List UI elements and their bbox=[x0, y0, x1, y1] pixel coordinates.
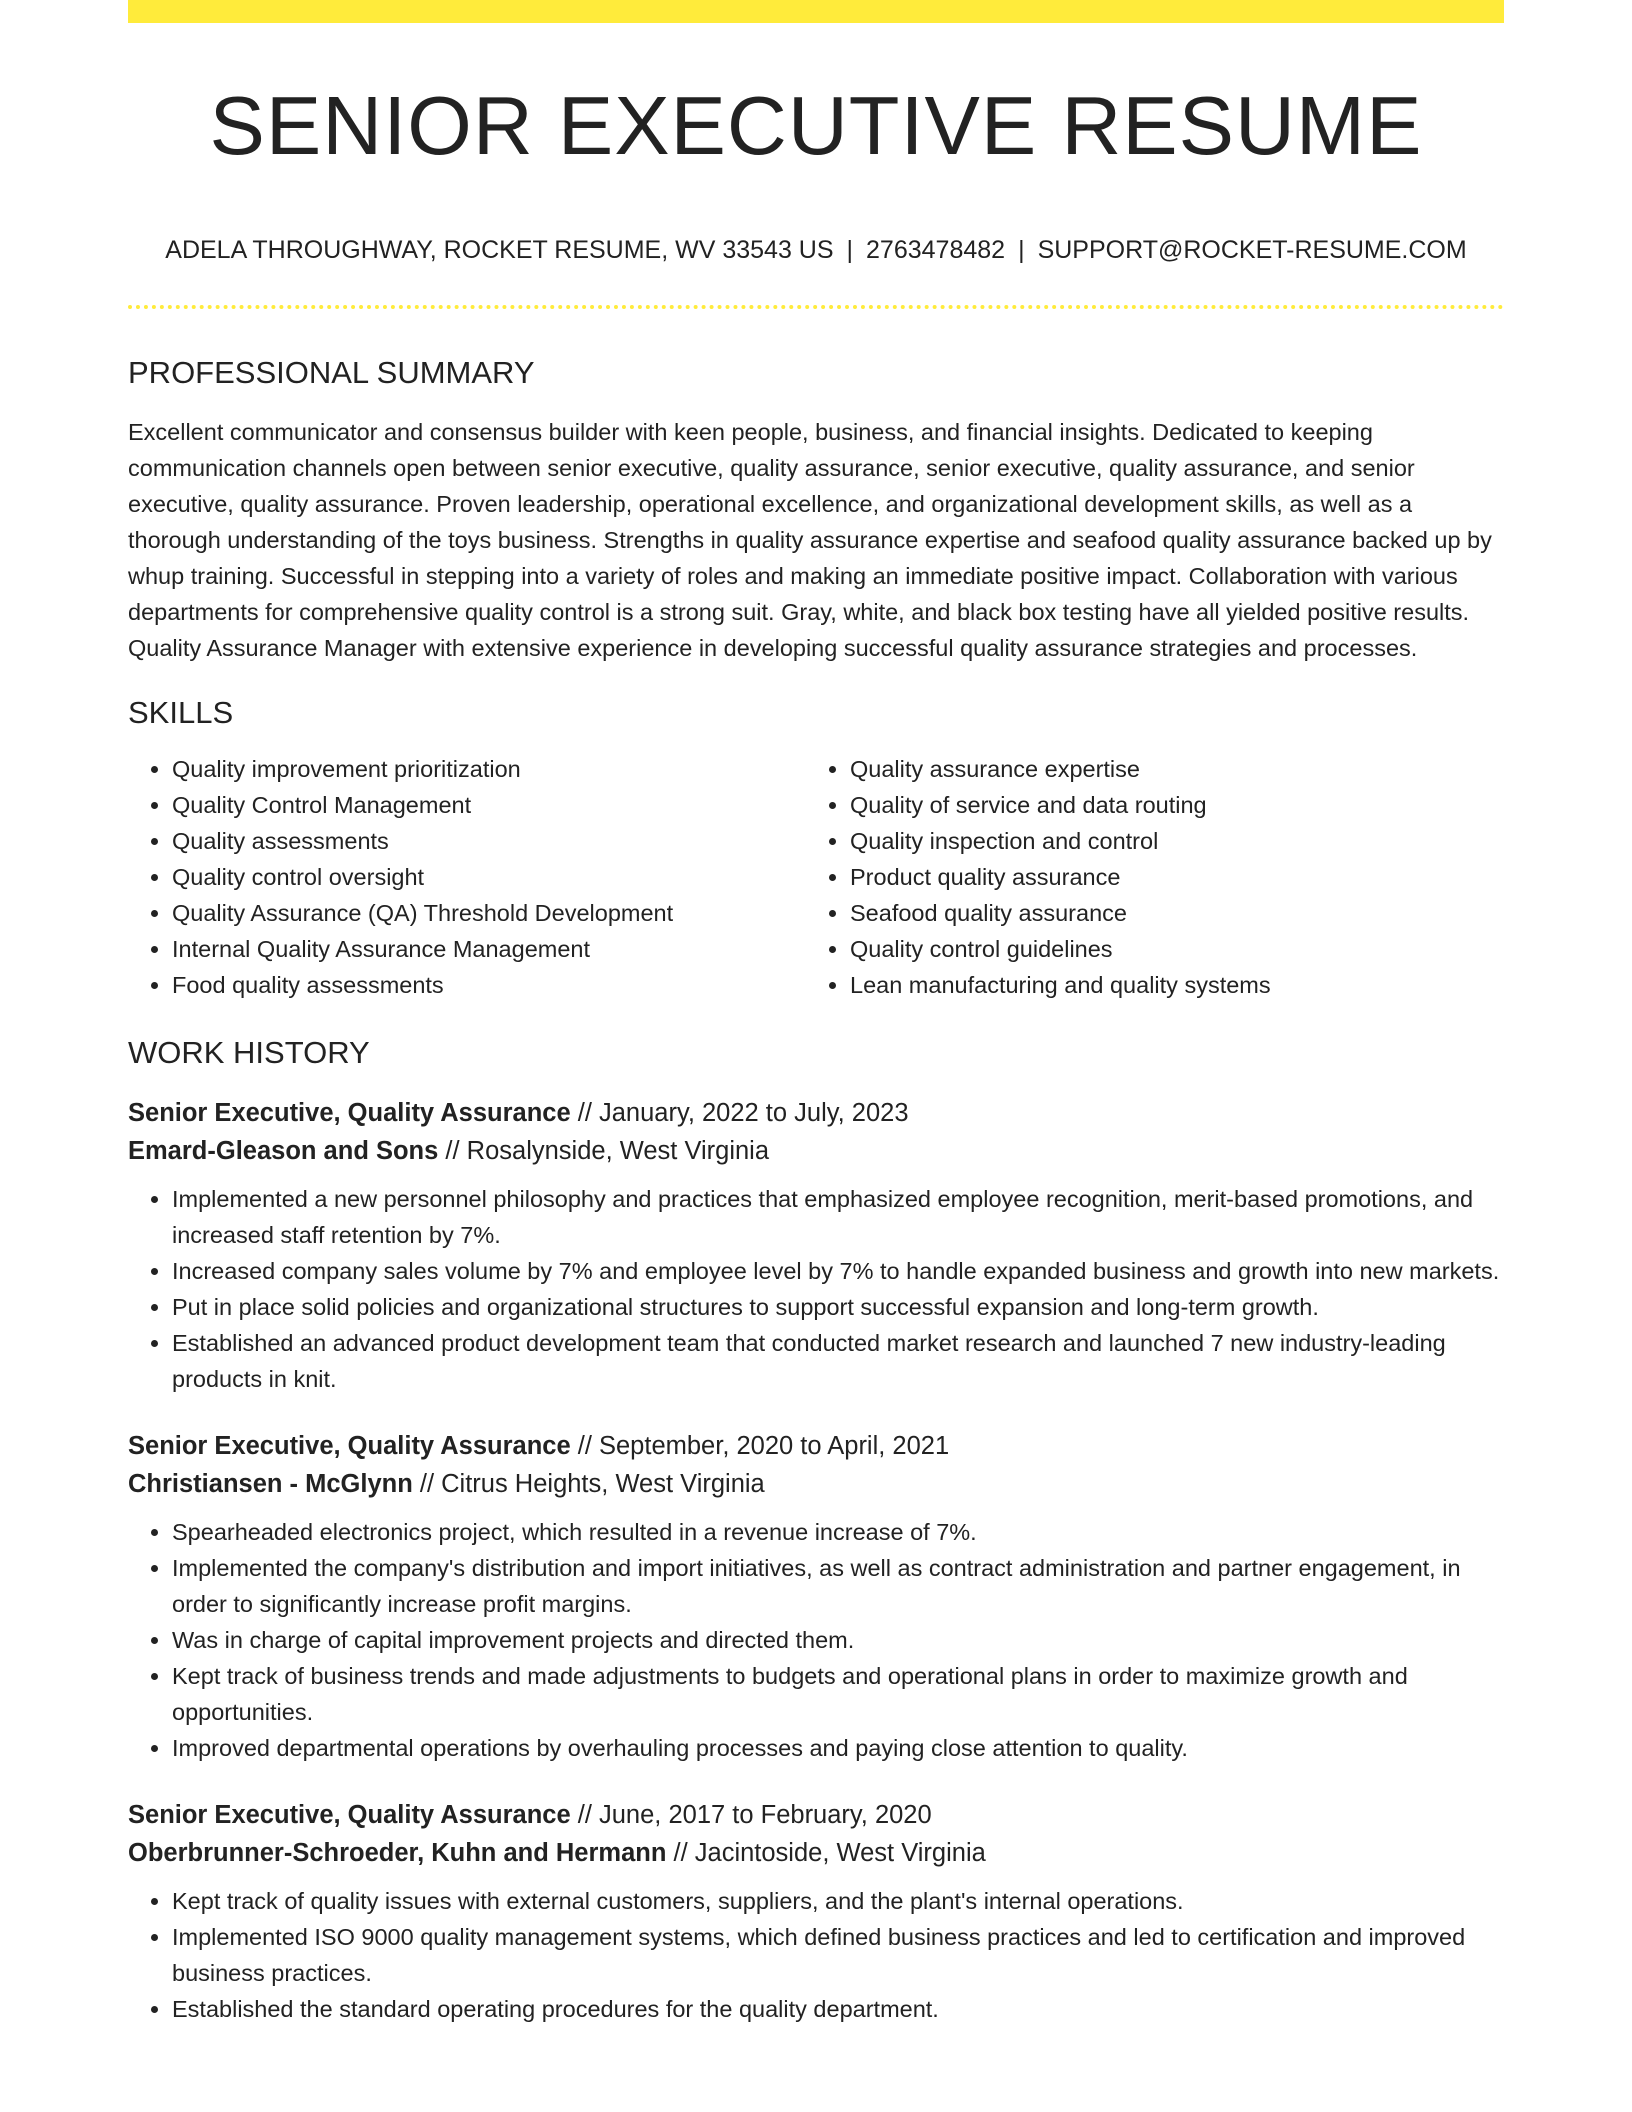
skill-item: • Quality Assurance (QA) Threshold Development bbox=[172, 895, 806, 931]
skills-list bbox=[128, 751, 1504, 1003]
job-title: Senior Executive, Quality Assurance bbox=[128, 1098, 571, 1127]
resume-title: SENIOR EXECUTIVE RESUME bbox=[209, 79, 1423, 172]
accent-top-bar bbox=[128, 0, 1504, 23]
contact-email: SUPPORT@ROCKET-RESUME.COM bbox=[1037, 236, 1467, 264]
skill-item: • Quality Control Management bbox=[172, 787, 806, 823]
job-bullet: • Implemented ISO 9000 quality management systems, which defined business practices and led to certification and improved business practices. bbox=[172, 1919, 1504, 1991]
job-company: Oberbrunner-Schroeder, Kuhn and Hermann bbox=[128, 1838, 667, 1867]
contact-phone: 2763478482 bbox=[866, 236, 1006, 264]
job-bullet: • Put in place solid policies and organizational structures to support successful expansion and long-term growth. bbox=[172, 1289, 1504, 1325]
contact-address: ADELA THROUGHWAY, ROCKET RESUME, WV 33543 US bbox=[165, 236, 834, 264]
contact-line bbox=[128, 235, 1504, 265]
job-entry bbox=[128, 1796, 1504, 2027]
skill-item: • Internal Quality Assurance Management bbox=[172, 931, 806, 967]
job-bullets bbox=[128, 1181, 1504, 1397]
skill-item: • Quality control guidelines bbox=[850, 931, 1484, 967]
job-bullet: • Kept track of quality issues with external customers, suppliers, and the plant's internal operations. bbox=[172, 1883, 1504, 1919]
job-bullet: • Implemented a new personnel philosophy and practices that emphasized employee recognition, merit-based promotions, and increased staff retention by 7%. bbox=[172, 1181, 1504, 1253]
skill-item: • Quality assessments bbox=[172, 823, 806, 859]
job-title-line bbox=[128, 1094, 1504, 1132]
job-title-line bbox=[128, 1796, 1504, 1834]
job-company: Emard-Gleason and Sons bbox=[128, 1136, 439, 1165]
skill-item: • Food quality assessments bbox=[172, 967, 806, 1003]
skills-column-left bbox=[128, 751, 806, 1003]
job-title: Senior Executive, Quality Assurance bbox=[128, 1431, 571, 1460]
skill-item: • Quality of service and data routing bbox=[850, 787, 1484, 823]
job-bullet: • Spearheaded electronics project, which resulted in a revenue increase of 7%. bbox=[172, 1514, 1504, 1550]
job-bullet: • Was in charge of capital improvement projects and directed them. bbox=[172, 1622, 1504, 1658]
job-dates: // June, 2017 to February, 2020 bbox=[570, 1800, 932, 1829]
job-entry bbox=[128, 1427, 1504, 1766]
job-bullet: • Improved departmental operations by overhauling processes and paying close attention to quality. bbox=[172, 1730, 1504, 1766]
skills-heading: SKILLS bbox=[128, 695, 234, 731]
dotted-divider bbox=[128, 305, 1504, 309]
job-location: // Rosalynside, West Virginia bbox=[438, 1136, 770, 1165]
skill-item: • Quality control oversight bbox=[172, 859, 806, 895]
job-company: Christiansen - McGlynn bbox=[128, 1469, 413, 1498]
summary-heading: PROFESSIONAL SUMMARY bbox=[128, 355, 535, 390]
job-bullets bbox=[128, 1883, 1504, 2027]
job-bullet: • Increased company sales volume by 7% and employee level by 7% to handle expanded business and growth into new markets. bbox=[172, 1253, 1504, 1289]
job-company-line bbox=[128, 1132, 1504, 1170]
skill-item: • Seafood quality assurance bbox=[850, 895, 1484, 931]
job-company-line bbox=[128, 1465, 1504, 1503]
summary-text: Excellent communicator and consensus builder with keen people, business, and financial insights. Dedicated to keeping communication channels open between senior executive, quality assurance, senior executive, quality assurance, and senior executive, quality assurance. Proven leadership, operational excellence, and organizational development skills, as well as a thorough understanding of the toys business. Strengths in quality assurance expertise and seafood quality assurance backed up by whup training. Successful in stepping into a variety of roles and making an immediate positive impact. Collaboration with various departments for comprehensive quality control is a strong suit. Gray, white, and black box testing have all yielded positive results. Quality Assurance Manager with extensive experience in developing successful quality assurance strategies and processes. bbox=[128, 419, 1492, 662]
job-bullet: • Kept track of business trends and made adjustments to budgets and operational plans in order to maximize growth and opportunities. bbox=[172, 1658, 1504, 1730]
job-bullet: • Established an advanced product development team that conducted market research and launched 7 new industry-leading products in knit. bbox=[172, 1325, 1504, 1397]
skill-item: • Quality assurance expertise bbox=[850, 751, 1484, 787]
job-company-line bbox=[128, 1834, 1504, 1872]
skills-column-right bbox=[806, 751, 1484, 1003]
contact-separator: | bbox=[1018, 236, 1025, 264]
job-title: Senior Executive, Quality Assurance bbox=[128, 1800, 571, 1829]
job-location: // Citrus Heights, West Virginia bbox=[412, 1469, 765, 1498]
job-bullet: • Implemented the company's distribution and import initiatives, as well as contract administration and partner engagement, in order to significantly increase profit margins. bbox=[172, 1550, 1504, 1622]
job-bullets bbox=[128, 1514, 1504, 1766]
resume-page bbox=[128, 0, 1504, 2027]
job-dates: // September, 2020 to April, 2021 bbox=[570, 1431, 950, 1460]
skill-item: • Product quality assurance bbox=[850, 859, 1484, 895]
contact-separator: | bbox=[846, 236, 854, 264]
job-bullet: • Established the standard operating procedures for the quality department. bbox=[172, 1991, 1504, 2027]
job-title-line bbox=[128, 1427, 1504, 1465]
job-location: // Jacintoside, West Virginia bbox=[666, 1838, 986, 1867]
skill-item: • Quality improvement prioritization bbox=[172, 751, 806, 787]
skill-item: • Lean manufacturing and quality systems bbox=[850, 967, 1484, 1003]
job-dates: // January, 2022 to July, 2023 bbox=[570, 1098, 909, 1127]
skill-item: • Quality inspection and control bbox=[850, 823, 1484, 859]
work-history-heading: WORK HISTORY bbox=[128, 1035, 370, 1071]
job-entry bbox=[128, 1094, 1504, 1397]
